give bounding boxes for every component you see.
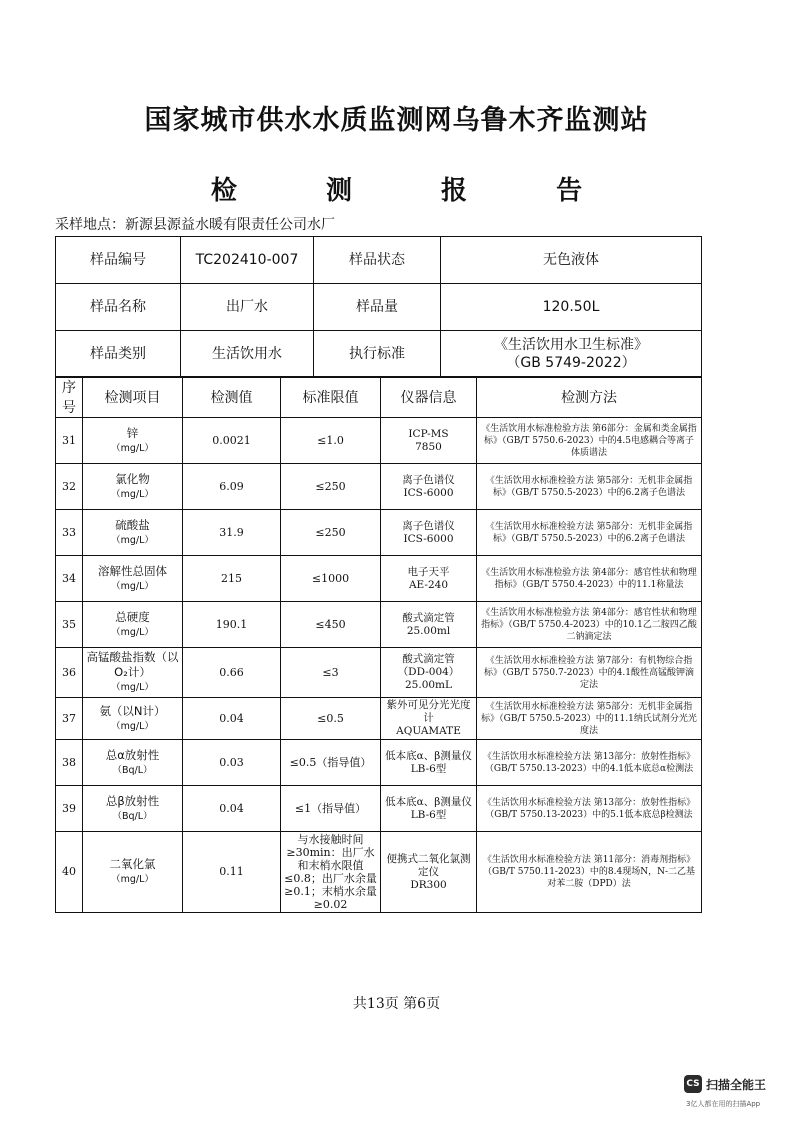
- test-method: 《生活饮用水标准检验方法 第5部分：无机非金属指标》（GB/T 5750.5-2023）中的6.2离子色谱法: [477, 510, 702, 556]
- sample-state-label: 样品状态: [314, 237, 441, 284]
- row-number: 32: [56, 464, 83, 510]
- instrument-info: [381, 698, 477, 740]
- test-value: 0.11: [183, 832, 281, 913]
- row-number: 39: [56, 786, 83, 832]
- test-method: 《生活饮用水标准检验方法 第7部分：有机物综合指标》（GB/T 5750.7-2023）中的4.1酸性高锰酸钾滴定法: [477, 648, 702, 698]
- test-value: 0.66: [183, 648, 281, 698]
- instrument-line: 酸式滴定管: [402, 611, 455, 624]
- test-value: 6.09: [183, 464, 281, 510]
- standard-limit: ≤250: [281, 464, 381, 510]
- sample-category-label: 样品类别: [56, 331, 181, 378]
- instrument-line: AQUAMATE: [396, 725, 461, 737]
- organization-title: 国家城市供水水质监测网乌鲁木齐监测站: [144, 105, 649, 136]
- col-header-no: 序号: [56, 377, 83, 418]
- instrument-line: LB-6型: [410, 762, 447, 775]
- row-number: 31: [56, 418, 83, 464]
- row-number: 34: [56, 556, 83, 602]
- col-header-instrument: 仪器信息: [381, 377, 477, 418]
- table-row: [56, 510, 702, 556]
- test-item-name: 氯化物: [115, 471, 150, 486]
- test-method: 《生活饮用水标准检验方法 第13部分：放射性指标》（GB/T 5750.13-2023）中的4.1低本底总α检测法: [477, 740, 702, 786]
- test-item-name: 硫酸盐: [115, 517, 150, 532]
- test-item-name: 溶解性总固体: [98, 563, 167, 578]
- standard-code: （GB 5749-2022）: [506, 355, 636, 371]
- col-header-item: 检测项目: [83, 377, 183, 418]
- report-title: 检 测 报 告: [210, 176, 623, 206]
- standard-name: 《生活饮用水卫生标准》: [494, 337, 648, 353]
- col-header-limit: 标准限值: [281, 377, 381, 418]
- test-method: 《生活饮用水标准检验方法 第5部分：无机非金属指标》（GB/T 5750.5-2023）中的6.2离子色谱法: [477, 464, 702, 510]
- table-row: [56, 556, 702, 602]
- results-header-row: [56, 377, 702, 418]
- standard-limit: ≤3: [281, 648, 381, 698]
- test-item-unit: （mg/L）: [111, 682, 154, 693]
- test-method: 《生活饮用水标准检验方法 第6部分：金属和类金属指标》（GB/T 5750.6-2023）中的4.5电感耦合等离子体质谱法: [477, 418, 702, 464]
- page-number: 共13页 第6页: [352, 996, 441, 1012]
- instrument-info: [381, 648, 477, 698]
- test-value: 190.1: [183, 602, 281, 648]
- sampling-site: [55, 214, 335, 234]
- test-item: [83, 648, 183, 698]
- row-number: 37: [56, 698, 83, 740]
- test-item-name: 总硬度: [115, 609, 150, 624]
- test-item-unit: （mg/L）: [111, 580, 154, 592]
- test-method: 《生活饮用水标准检验方法 第5部分：无机非金属指标》（GB/T 5750.5-2023）中的11.1纳氏试剂分光光度法: [477, 698, 702, 740]
- test-item-unit: （Bq/L）: [112, 810, 153, 822]
- sample-name-label: 样品名称: [56, 284, 181, 331]
- sample-state-value: 无色液体: [441, 237, 702, 284]
- table-row: [56, 832, 702, 913]
- col-header-method: 检测方法: [477, 377, 702, 418]
- table-row: [56, 786, 702, 832]
- test-value: 0.04: [183, 786, 281, 832]
- instrument-info: [381, 556, 477, 602]
- test-item-unit: （mg/L）: [111, 626, 154, 638]
- sample-amount-label: 样品量: [314, 284, 441, 331]
- instrument-line: 25.00mL: [405, 679, 452, 691]
- instrument-line: 低本底α、β测量仪: [385, 749, 472, 762]
- standard-value: [441, 331, 702, 378]
- scanner-app-name: 扫描全能王: [706, 1078, 767, 1092]
- test-method: 《生活饮用水标准检验方法 第13部分：放射性指标》（GB/T 5750.13-2023）中的5.1低本底总β检测法: [477, 786, 702, 832]
- instrument-line: 电子天平: [407, 565, 450, 578]
- test-item-unit: （mg/L）: [111, 720, 154, 732]
- test-method: 《生活饮用水标准检验方法 第4部分：感官性状和物理指标》（GB/T 5750.4-2023）中的10.1乙二胺四乙酸二钠滴定法: [477, 602, 702, 648]
- test-item: [83, 698, 183, 740]
- row-number: 35: [56, 602, 83, 648]
- instrument-info: [381, 418, 477, 464]
- standard-limit: 与水接触时间≥30min：出厂水和末梢水限值≤0.8；出厂水余量≥0.1；末梢水余量≥0.02: [281, 832, 381, 913]
- test-item-unit: （mg/L）: [111, 442, 154, 454]
- instrument-line: 紫外可见分光光度计: [386, 699, 471, 724]
- instrument-line: 酸式滴定管: [402, 653, 455, 665]
- sample-info-row: [56, 237, 702, 284]
- standard-limit: ≤1000: [281, 556, 381, 602]
- test-item-unit: （mg/L）: [111, 874, 154, 885]
- table-row: [56, 602, 702, 648]
- standard-limit: ≤1.0: [281, 418, 381, 464]
- test-item: [83, 602, 183, 648]
- row-number: 36: [56, 648, 83, 698]
- test-item: [83, 464, 183, 510]
- table-row: [56, 698, 702, 740]
- instrument-line: 离子色谱仪: [402, 519, 455, 532]
- test-item: [83, 418, 183, 464]
- test-item-unit: （Bq/L）: [112, 764, 153, 776]
- instrument-line: ICS-6000: [403, 486, 454, 499]
- row-number: 38: [56, 740, 83, 786]
- instrument-line: 离子色谱仪: [402, 473, 455, 486]
- test-value: 0.0021: [183, 418, 281, 464]
- test-item-name: 高锰酸盐指数（以O₂计）: [86, 650, 179, 679]
- scanner-logo-icon: CS: [684, 1075, 702, 1093]
- sampling-site-label: 采样地点：: [55, 217, 125, 233]
- sample-id-label: 样品编号: [56, 237, 181, 284]
- sample-id-value: TC202410-007: [181, 237, 314, 284]
- sample-amount-value: 120.50L: [441, 284, 702, 331]
- sample-name-value: 出厂水: [181, 284, 314, 331]
- sample-category-value: 生活饮用水: [181, 331, 314, 378]
- instrument-line: 25.00ml: [406, 624, 451, 637]
- test-item-name: 锌: [126, 425, 139, 440]
- row-number: 33: [56, 510, 83, 556]
- test-method: 《生活饮用水标准检验方法 第4部分：感官性状和物理指标》（GB/T 5750.4-2023）中的11.1称量法: [477, 556, 702, 602]
- instrument-line: 便携式二氧化氯测定仪: [386, 852, 471, 878]
- instrument-info: [381, 832, 477, 913]
- instrument-line: AE-240: [408, 578, 449, 591]
- table-row: [56, 418, 702, 464]
- test-item-unit: （mg/L）: [111, 488, 154, 500]
- instrument-line: LB-6型: [410, 808, 447, 821]
- instrument-info: [381, 740, 477, 786]
- test-value: 0.04: [183, 698, 281, 740]
- test-item-name: 总α放射性: [105, 747, 160, 762]
- instrument-line: 7850: [415, 440, 442, 453]
- test-method: 《生活饮用水标准检验方法 第11部分：消毒剂指标》（GB/T 5750.11-2023）中的8.4现场N，N-二乙基对苯二胺（DPD）法: [477, 832, 702, 913]
- instrument-line: （DD-004）: [397, 666, 460, 678]
- test-item-name: 二氧化氯: [109, 857, 156, 871]
- row-number: 40: [56, 832, 83, 913]
- test-item-name: 氨（以N计）: [99, 703, 166, 718]
- sampling-site-value: 新源县源益水暖有限责任公司水厂: [125, 217, 335, 233]
- test-item: [83, 832, 183, 913]
- test-value: 215: [183, 556, 281, 602]
- test-item: [83, 556, 183, 602]
- sample-info-row: [56, 331, 702, 378]
- col-header-value: 检测值: [183, 377, 281, 418]
- sample-info-row: [56, 284, 702, 331]
- results-table: [55, 376, 702, 913]
- sample-info-table: [55, 236, 702, 378]
- test-value: 31.9: [183, 510, 281, 556]
- test-item: [83, 740, 183, 786]
- standard-label: 执行标准: [314, 331, 441, 378]
- table-row: [56, 740, 702, 786]
- test-value: 0.03: [183, 740, 281, 786]
- test-item: [83, 786, 183, 832]
- test-item-unit: （mg/L）: [111, 534, 154, 546]
- standard-limit: ≤450: [281, 602, 381, 648]
- standard-limit: ≤250: [281, 510, 381, 556]
- instrument-info: [381, 602, 477, 648]
- standard-limit: ≤0.5（指导值）: [281, 740, 381, 786]
- instrument-line: ICP-MS: [408, 427, 449, 440]
- standard-limit: ≤1（指导值）: [281, 786, 381, 832]
- instrument-info: [381, 786, 477, 832]
- test-item: [83, 510, 183, 556]
- table-row: [56, 464, 702, 510]
- instrument-info: [381, 464, 477, 510]
- instrument-line: 低本底α、β测量仪: [385, 795, 472, 808]
- standard-limit: ≤0.5: [281, 698, 381, 740]
- table-row: [56, 648, 702, 698]
- scanner-tagline: 3亿人都在用的扫描App: [686, 1100, 761, 1108]
- test-item-name: 总β放射性: [105, 793, 160, 808]
- instrument-line: DR300: [410, 878, 447, 891]
- instrument-line: ICS-6000: [403, 532, 454, 545]
- instrument-info: [381, 510, 477, 556]
